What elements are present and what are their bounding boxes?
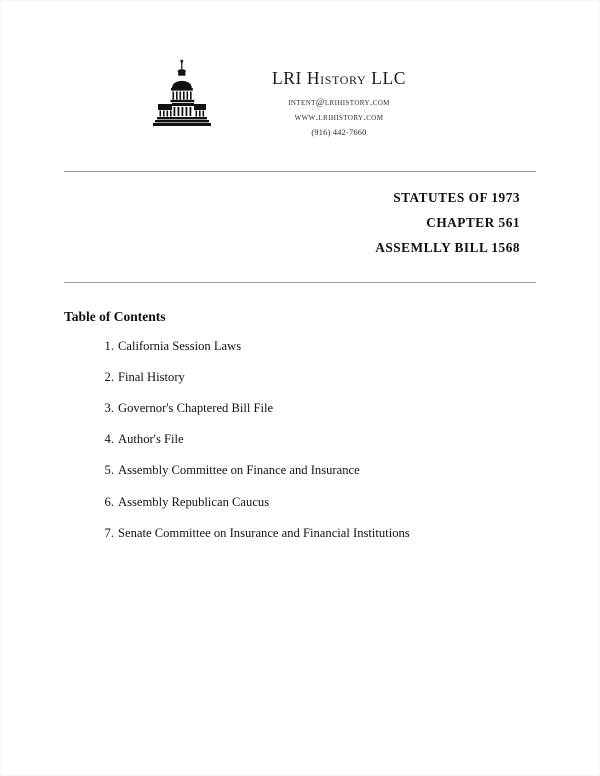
list-item: Final History [118, 370, 185, 385]
letterhead-text [224, 52, 454, 137]
bill-number: ASSEMLLY BILL 1568 [375, 240, 520, 255]
divider-bottom [64, 282, 536, 283]
chapter-number: CHAPTER 561 [426, 215, 520, 230]
capitol-dome-logo [146, 58, 220, 132]
list-item: Assembly Committee on Finance and Insurance [118, 463, 360, 478]
list-item: Governor's Chaptered Bill File [118, 401, 274, 416]
organization-email: intent@lrihistory.com [288, 98, 390, 108]
table-of-contents-heading: Table of Contents [64, 309, 166, 324]
list-item: Author's File [118, 432, 184, 447]
title-block [0, 172, 600, 256]
list-item: Assembly Republican Caucus [118, 494, 270, 509]
list-item: Senate Committee on Insurance and Financial Institutions [118, 525, 410, 540]
organization-name: LRI History LLC [271, 68, 407, 88]
organization-phone: (916) 442-7660 [311, 128, 367, 137]
list-item: California Session Laws [118, 339, 242, 353]
letterhead [0, 0, 600, 137]
organization-website: www.lrihistory.com [294, 113, 384, 123]
statutes-year: STATUTES OF 1973 [393, 190, 520, 205]
table-of-contents-list [0, 339, 600, 541]
